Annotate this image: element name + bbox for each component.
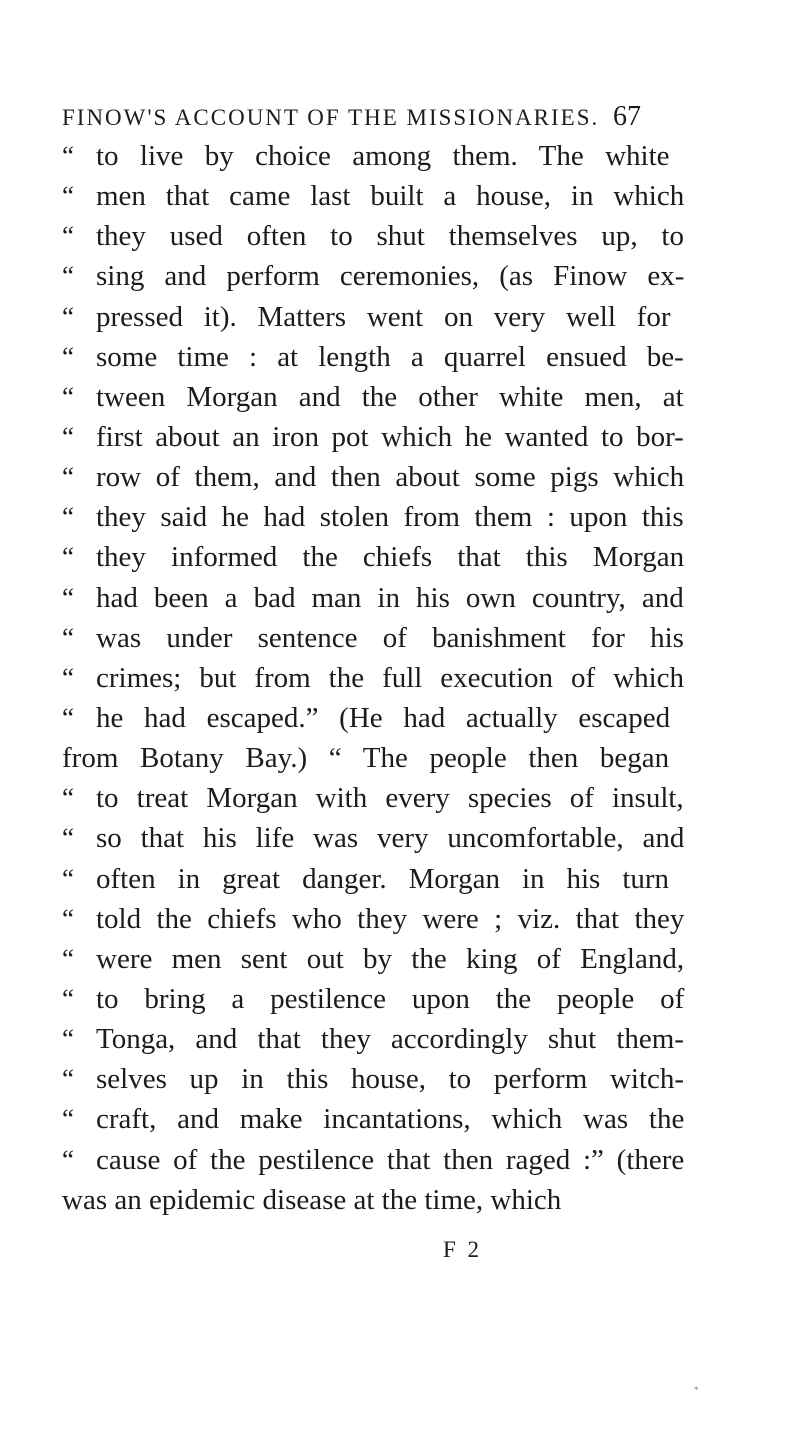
line-text: told the chiefs who they were ; viz. that they	[96, 902, 685, 935]
quote-mark: “	[62, 702, 74, 733]
text-line	[62, 698, 684, 738]
text-line	[62, 497, 684, 537]
line-text: from Botany Bay.) “ The people then began	[62, 742, 670, 775]
text-line	[62, 457, 684, 497]
line-text: selves up in this house, to perform witch-	[96, 1063, 685, 1096]
text-line	[62, 1180, 684, 1220]
text-line	[62, 216, 684, 256]
line-text: had been a bad man in his own country, and	[96, 581, 684, 614]
quote-mark: “	[62, 823, 74, 854]
quote-mark: “	[62, 983, 74, 1014]
line-text: first about an iron pot which he wanted to bor-	[96, 420, 684, 453]
text-line	[62, 979, 684, 1019]
text-line	[62, 1099, 684, 1139]
quote-mark: “	[62, 301, 74, 332]
quote-mark: “	[62, 502, 74, 533]
line-text: so that his life was very uncomfortable, and	[96, 822, 685, 855]
text-line	[62, 176, 684, 216]
line-text: Tonga, and that they accordingly shut them-	[96, 1023, 684, 1056]
text-line	[62, 738, 684, 778]
line-text: to bring a pestilence upon the people of	[96, 982, 685, 1015]
quote-mark: “	[62, 662, 74, 693]
line-text: to treat Morgan with every species of insult,	[96, 782, 684, 815]
running-title: FINOW'S ACCOUNT OF THE MISSIONARIES.	[62, 105, 600, 130]
line-text: sing and perform ceremonies, (as Finow ex-	[96, 260, 685, 293]
text-line	[62, 899, 684, 939]
line-text: was an epidemic disease at the time, which	[62, 1183, 562, 1216]
line-text: pressed it). Matters went on very well for	[96, 300, 671, 333]
line-text: he had escaped.” (He had actually escaped	[96, 701, 671, 734]
line-text: tween Morgan and the other white men, at	[96, 380, 684, 413]
quote-mark: “	[62, 381, 74, 412]
quote-mark: “	[62, 141, 74, 171]
quote-mark: “	[62, 181, 74, 212]
line-text: to live by choice among them. The white	[96, 140, 670, 172]
signature-mark: F 2	[443, 1237, 483, 1262]
line-text: often in great danger. Morgan in his turn	[96, 862, 670, 895]
text-line	[62, 417, 684, 457]
quote-mark: “	[62, 622, 74, 653]
quote-mark: “	[62, 421, 74, 452]
text-line	[62, 578, 684, 618]
text-line	[62, 1140, 684, 1180]
line-text: they informed the chiefs that this Morgan	[96, 541, 685, 574]
quote-mark: “	[62, 783, 74, 814]
text-line	[62, 256, 684, 296]
quote-mark: “	[62, 863, 74, 894]
line-text: was under sentence of banishment for his	[96, 621, 684, 654]
quote-mark: “	[62, 341, 74, 372]
quote-mark: “	[62, 221, 74, 252]
text-line	[62, 859, 684, 899]
quote-mark: “	[62, 1064, 74, 1095]
text-line	[62, 377, 684, 417]
text-line	[62, 1059, 684, 1099]
line-text: were men sent out by the king of England,	[96, 942, 685, 975]
quote-mark: “	[62, 943, 74, 974]
line-text: they said he had stolen from them : upon this	[96, 501, 684, 534]
text-line	[62, 618, 684, 658]
line-text: row of them, and then about some pigs which	[96, 461, 685, 494]
quote-mark: “	[62, 903, 74, 934]
text-line	[62, 297, 684, 337]
text-line	[62, 1019, 684, 1059]
quote-mark: “	[62, 1024, 74, 1055]
corner-mark: *	[694, 1385, 699, 1395]
text-line	[62, 818, 684, 858]
text-line	[62, 337, 684, 377]
quote-mark: “	[62, 542, 74, 573]
text-line	[62, 658, 684, 698]
text-line	[62, 939, 684, 979]
line-text: some time : at length a quarrel ensued be-	[96, 340, 684, 373]
quote-mark: “	[62, 1144, 74, 1175]
quote-mark: “	[62, 462, 74, 493]
page-number: 67	[613, 101, 642, 132]
quote-mark: “	[62, 261, 74, 292]
text-line	[62, 778, 684, 818]
line-text: crimes; but from the full execution of which	[96, 661, 684, 694]
running-header	[62, 101, 682, 133]
quote-mark: “	[62, 582, 74, 613]
line-text: men that came last built a house, in which	[96, 180, 685, 213]
text-line	[62, 537, 684, 577]
line-text: they used often to shut themselves up, to	[96, 220, 684, 253]
line-text: cause of the pestilence that then raged :” (there	[96, 1143, 685, 1176]
quote-mark: “	[62, 1104, 74, 1135]
body-text	[62, 136, 684, 1220]
line-text: craft, and make incantations, which was the	[96, 1103, 685, 1136]
text-line	[62, 136, 684, 176]
